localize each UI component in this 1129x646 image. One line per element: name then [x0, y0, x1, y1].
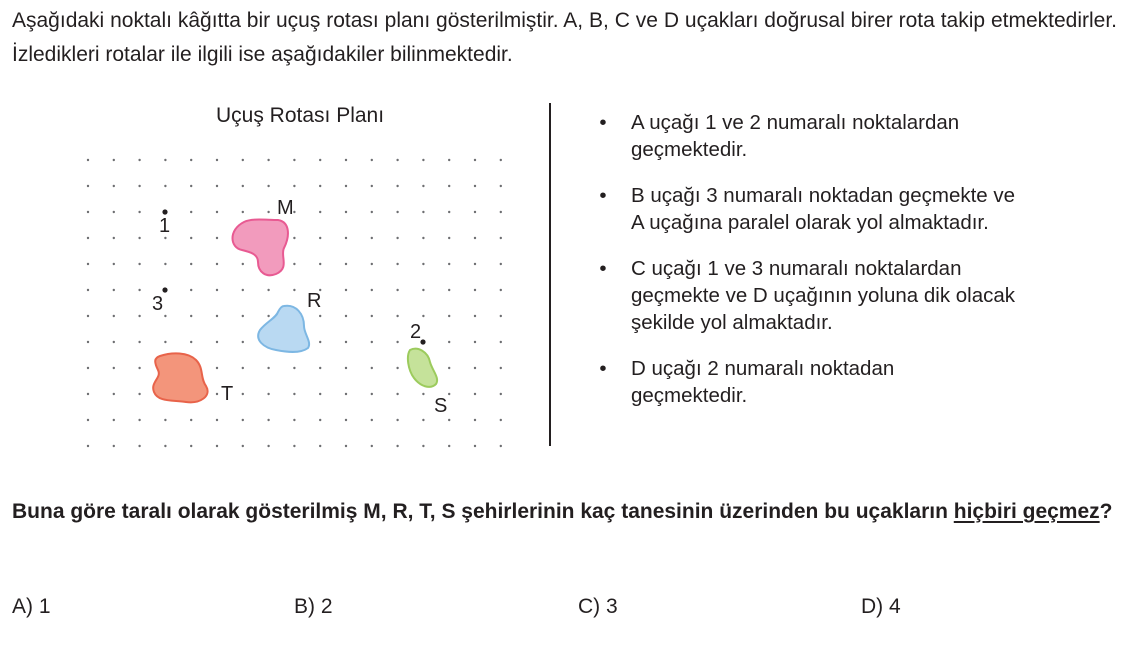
grid-dot — [474, 367, 476, 369]
city-t-label: T — [221, 383, 234, 405]
rule-item — [596, 109, 1016, 163]
grid-dot — [242, 419, 244, 421]
grid-dot — [216, 367, 218, 369]
grid-dot — [319, 315, 321, 317]
grid-dot — [293, 237, 295, 239]
question-text — [12, 495, 1117, 529]
grid-dot — [113, 393, 115, 395]
grid-dot — [138, 211, 140, 213]
grid-dot — [396, 341, 398, 343]
grid-dot — [371, 315, 373, 317]
grid-dot — [500, 367, 502, 369]
grid-dot — [138, 263, 140, 265]
grid-dot — [190, 419, 192, 421]
city-r-shape — [258, 306, 309, 352]
grid-dot — [422, 315, 424, 317]
grid-dot — [474, 315, 476, 317]
grid-dot — [396, 211, 398, 213]
grid-dot — [216, 211, 218, 213]
grid-dot — [371, 367, 373, 369]
grid-dot — [113, 263, 115, 265]
grid-dot — [242, 341, 244, 343]
grid-dot — [190, 445, 192, 447]
grid-dot — [293, 159, 295, 161]
grid-dot — [242, 445, 244, 447]
grid-dot — [319, 237, 321, 239]
column-divider — [549, 103, 551, 446]
grid-dot — [293, 445, 295, 447]
grid-dot — [345, 367, 347, 369]
grid-dot — [422, 289, 424, 291]
grid-dot — [293, 419, 295, 421]
grid-dot — [190, 263, 192, 265]
grid-dot — [267, 315, 269, 317]
grid-dot — [190, 211, 192, 213]
grid-dot — [474, 211, 476, 213]
grid-dot — [87, 419, 89, 421]
grid-dot — [216, 237, 218, 239]
grid-dot — [138, 445, 140, 447]
grid-dot — [345, 419, 347, 421]
question-main: Buna göre taralı olarak gösterilmiş M, R, T, S şehirlerinin kaç tanesinin üzerinden bu uçakların — [12, 500, 954, 523]
rule-item — [596, 182, 1016, 236]
grid-dot — [138, 393, 140, 395]
grid-dot — [267, 211, 269, 213]
city-r-label: R — [307, 290, 322, 312]
grid-dot — [87, 263, 89, 265]
grid-dot — [267, 185, 269, 187]
grid-dot — [267, 419, 269, 421]
grid-dot — [319, 419, 321, 421]
grid-dot — [474, 237, 476, 239]
grid-dot — [371, 185, 373, 187]
grid-dot — [345, 341, 347, 343]
grid-dot — [500, 419, 502, 421]
point-1-label: 1 — [159, 215, 171, 237]
grid-dot — [448, 445, 450, 447]
grid-dot — [345, 237, 347, 239]
grid-dot — [371, 341, 373, 343]
grid-dot — [138, 185, 140, 187]
grid-dot — [87, 185, 89, 187]
grid-dot — [242, 211, 244, 213]
grid-dot — [500, 211, 502, 213]
grid-dot — [242, 263, 244, 265]
grid-dot — [190, 237, 192, 239]
grid-dot — [396, 393, 398, 395]
grid-dot — [448, 237, 450, 239]
grid-dot — [319, 263, 321, 265]
grid-dot — [345, 211, 347, 213]
grid-dot — [371, 211, 373, 213]
grid-dot — [500, 445, 502, 447]
grid-dot — [319, 445, 321, 447]
grid-dot — [474, 159, 476, 161]
grid-dot — [500, 159, 502, 161]
rule-text: A uçağı 1 ve 2 numaralı noktalardan geçmektedir. — [631, 111, 960, 161]
grid-dot — [113, 341, 115, 343]
point-2-marker — [420, 339, 425, 344]
grid-dot — [87, 445, 89, 447]
grid-dot — [164, 315, 166, 317]
grid-dot — [190, 185, 192, 187]
point-1-marker — [162, 209, 167, 214]
grid-dot — [448, 367, 450, 369]
grid-dot — [293, 289, 295, 291]
grid-dot — [242, 393, 244, 395]
grid-dot — [422, 393, 424, 395]
grid-dot — [87, 289, 89, 291]
point-2-label: 2 — [410, 321, 422, 343]
grid-dot — [138, 341, 140, 343]
grid-dot — [87, 341, 89, 343]
point-3-label: 3 — [152, 293, 164, 315]
grid-dot — [396, 159, 398, 161]
rule-item — [596, 355, 1016, 409]
grid-dot — [293, 263, 295, 265]
grid-dot — [138, 237, 140, 239]
grid-dot — [138, 289, 140, 291]
grid-dot — [422, 159, 424, 161]
grid-dot — [371, 237, 373, 239]
grid-dot — [293, 185, 295, 187]
question-emphasis: hiçbiri geçmez — [953, 500, 1100, 523]
grid-dot — [448, 211, 450, 213]
grid-dot — [474, 419, 476, 421]
grid-dot — [500, 185, 502, 187]
grid-dot — [242, 159, 244, 161]
grid-dot — [345, 289, 347, 291]
grid-dot — [87, 159, 89, 161]
grid-dot — [319, 211, 321, 213]
grid-dot — [422, 445, 424, 447]
grid-dot — [422, 185, 424, 187]
grid-dot — [190, 289, 192, 291]
grid-dot — [319, 393, 321, 395]
grid-dot — [190, 341, 192, 343]
grid-dot — [345, 185, 347, 187]
grid-dot — [396, 367, 398, 369]
grid-dot — [396, 445, 398, 447]
grid-dot — [345, 445, 347, 447]
choice-b[interactable]: B) 2 — [294, 595, 333, 618]
grid-dot — [345, 393, 347, 395]
grid-dot — [500, 289, 502, 291]
plan-title: Uçuş Rotası Planı — [216, 104, 385, 127]
grid-dot — [371, 445, 373, 447]
choice-d[interactable]: D) 4 — [861, 595, 901, 618]
grid-dot — [267, 445, 269, 447]
grid-dot — [500, 263, 502, 265]
grid-dot — [190, 159, 192, 161]
grid-dot — [422, 263, 424, 265]
grid-dot — [164, 341, 166, 343]
rule-text: C uçağı 1 ve 3 numaralı noktalardan geçmekte ve D uçağının yoluna dik olacak şekilde yol almaktadır. — [631, 257, 1016, 334]
city-s-label: S — [434, 395, 448, 417]
rule-item — [596, 255, 1016, 336]
choice-c[interactable]: C) 3 — [578, 595, 618, 618]
grid-dot — [474, 289, 476, 291]
grid-dot — [448, 315, 450, 317]
grid-dot — [293, 367, 295, 369]
grid-dot — [474, 263, 476, 265]
route-plan-figure — [0, 0, 560, 470]
grid-dot — [319, 185, 321, 187]
grid-dot — [371, 159, 373, 161]
grid-dot — [216, 159, 218, 161]
grid-dot — [113, 419, 115, 421]
grid-dot — [242, 367, 244, 369]
grid-dot — [216, 289, 218, 291]
grid-dot — [216, 419, 218, 421]
rules-list — [596, 109, 1016, 428]
intro-paragraph: Aşağıdaki noktalı kâğıtta bir uçuş rotası planı gösterilmiştir. A, B, C ve D uçakları doğrusal birer rota takip etmektedirler. İzledikleri rotalar ile ilgili ise aşağıdakiler bilinmektedir. — [12, 9, 1117, 66]
grid-dot — [474, 445, 476, 447]
grid-dot — [267, 367, 269, 369]
grid-dot — [164, 185, 166, 187]
grid-dot — [87, 315, 89, 317]
grid-dot — [138, 419, 140, 421]
grid-dot — [396, 315, 398, 317]
grid-dot — [319, 159, 321, 161]
grid-dot — [474, 185, 476, 187]
rule-text: D uçağı 2 numaralı noktadan geçmektedir. — [631, 357, 895, 407]
city-s-shape — [408, 349, 437, 387]
grid-dot — [87, 393, 89, 395]
grid-dot — [242, 315, 244, 317]
grid-dot — [396, 237, 398, 239]
grid-dot — [113, 289, 115, 291]
grid-dot — [500, 341, 502, 343]
grid-dot — [371, 419, 373, 421]
grid-dot — [138, 367, 140, 369]
grid-dot — [113, 315, 115, 317]
grid-dot — [113, 237, 115, 239]
grid-dot — [474, 341, 476, 343]
bullet-icon: • — [599, 357, 607, 380]
grid-dot — [500, 315, 502, 317]
grid-dot — [448, 393, 450, 395]
grid-dot — [448, 289, 450, 291]
grid-dot — [164, 237, 166, 239]
grid-dot — [448, 263, 450, 265]
grid-dot — [164, 263, 166, 265]
grid-dot — [267, 289, 269, 291]
grid-dot — [164, 419, 166, 421]
grid-dot — [113, 367, 115, 369]
grid-dot — [190, 315, 192, 317]
grid-dot — [138, 159, 140, 161]
grid-dot — [345, 263, 347, 265]
bullet-icon: • — [599, 184, 607, 207]
grid-dot — [216, 341, 218, 343]
grid-dot — [474, 393, 476, 395]
grid-dot — [396, 263, 398, 265]
grid-dot — [422, 237, 424, 239]
grid-dot — [293, 393, 295, 395]
grid-dot — [448, 185, 450, 187]
choice-a[interactable]: A) 1 — [12, 595, 51, 618]
grid-dot — [216, 393, 218, 395]
city-m-shape — [233, 220, 288, 276]
grid-dot — [216, 263, 218, 265]
grid-dot — [448, 159, 450, 161]
grid-dot — [396, 419, 398, 421]
grid-dot — [216, 315, 218, 317]
grid-dot — [267, 393, 269, 395]
grid-dot — [113, 445, 115, 447]
grid-dot — [319, 367, 321, 369]
grid-dot — [242, 289, 244, 291]
bullet-icon: • — [599, 111, 607, 134]
grid-dot — [113, 185, 115, 187]
city-t-shape — [153, 353, 207, 402]
grid-dot — [267, 159, 269, 161]
grid-dot — [345, 315, 347, 317]
grid-dot — [113, 159, 115, 161]
grid-dot — [164, 445, 166, 447]
grid-dot — [113, 211, 115, 213]
grid-dot — [448, 341, 450, 343]
point-3-marker — [162, 287, 167, 292]
grid-dot — [371, 263, 373, 265]
grid-dot — [164, 159, 166, 161]
rule-text: B uçağı 3 numaralı noktadan geçmekte ve A uçağına paralel olarak yol almaktadır. — [631, 184, 1016, 234]
grid-dot — [138, 315, 140, 317]
question-mark: ? — [1099, 500, 1113, 523]
grid-dot — [216, 445, 218, 447]
grid-dot — [242, 185, 244, 187]
grid-dot — [396, 185, 398, 187]
city-m-label: M — [277, 197, 294, 219]
grid-dot — [87, 367, 89, 369]
grid-dot — [448, 419, 450, 421]
grid-dot — [87, 237, 89, 239]
grid-dot — [216, 185, 218, 187]
grid-dot — [500, 393, 502, 395]
grid-dot — [371, 393, 373, 395]
grid-dot — [87, 211, 89, 213]
grid-dot — [319, 341, 321, 343]
bullet-icon: • — [599, 257, 607, 280]
grid-dot — [422, 419, 424, 421]
grid-dot — [371, 289, 373, 291]
grid-dot — [345, 159, 347, 161]
grid-dot — [396, 289, 398, 291]
grid-dot — [500, 237, 502, 239]
grid-dot — [422, 211, 424, 213]
